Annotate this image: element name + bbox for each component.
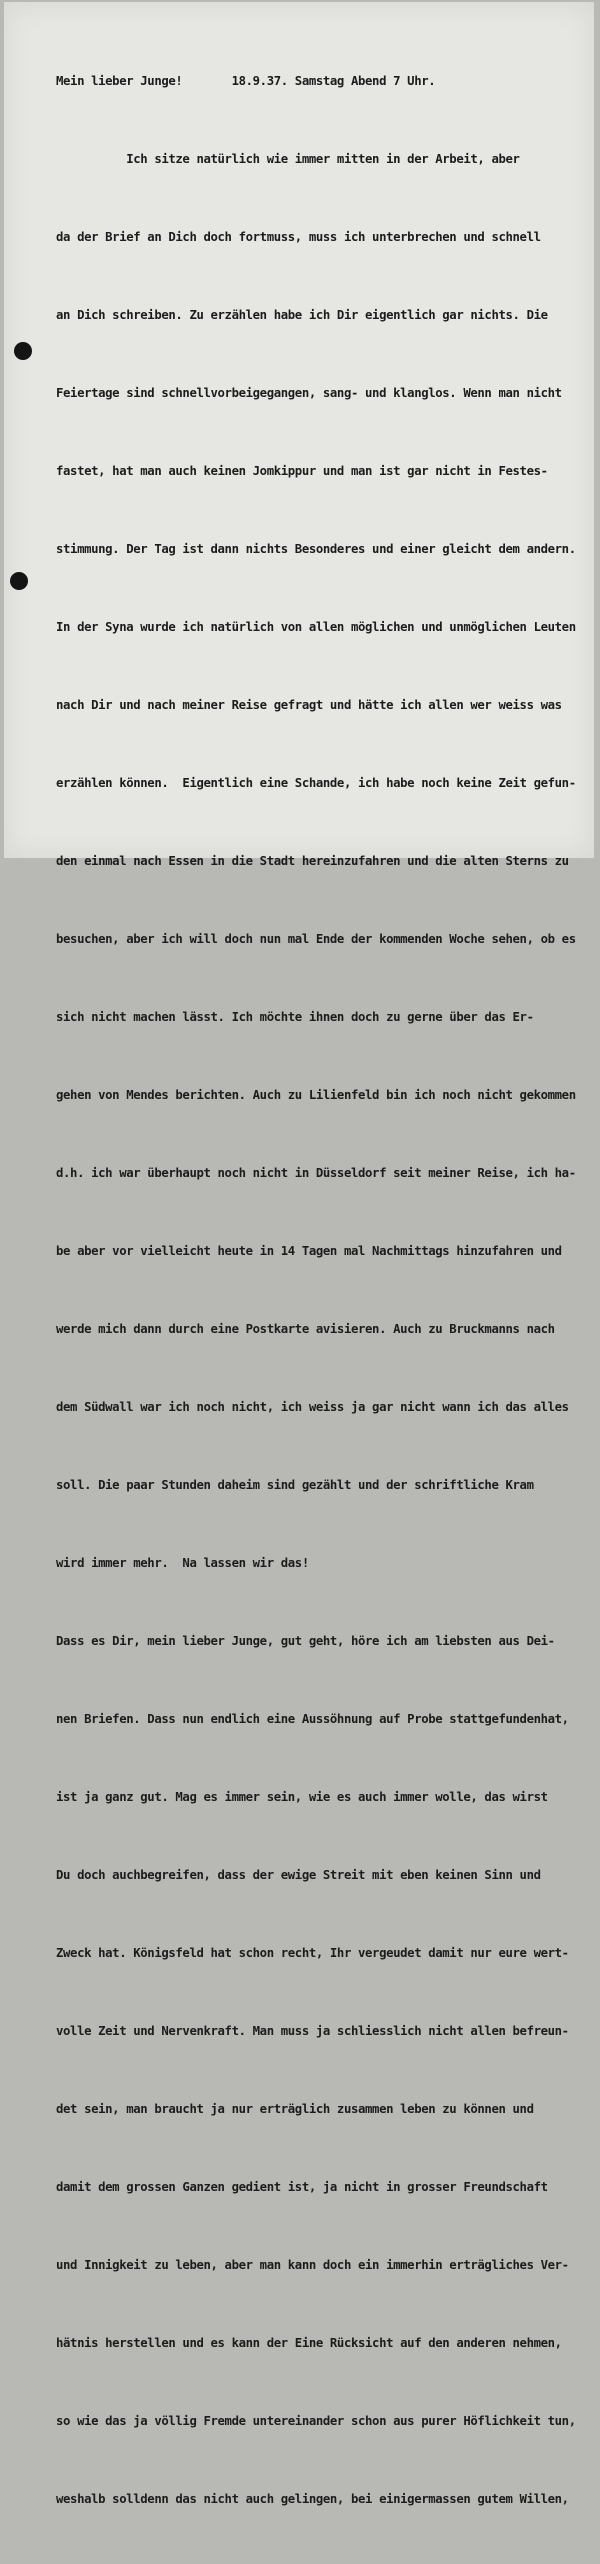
letter-line: Feiertage sind schnellvorbeigegangen, sang- und klanglos. Wenn man nicht: [56, 386, 562, 400]
letter-line: damit dem grossen Ganzen gedient ist, ja nicht in grosser Freundschaft: [56, 2180, 548, 2194]
letter-line: dem Südwall war ich noch nicht, ich weiss ja gar nicht wann ich das alles: [56, 1400, 569, 1414]
letter-line: und Innigkeit zu leben, aber man kann doch ein immerhin erträgliches Ver-: [56, 2258, 569, 2272]
letter-line: In der Syna wurde ich natürlich von allen möglichen und unmöglichen Leuten: [56, 620, 576, 634]
letter-page: [4, 2, 594, 2506]
letter-line: erzählen können. Eigentlich eine Schande, ich habe noch keine Zeit gefun-: [56, 776, 576, 790]
letter-body: [56, 16, 596, 2564]
letter-line: nen Briefen. Dass nun endlich eine Aussöhnung auf Probe stattgefundenhat,: [56, 1712, 569, 1726]
letter-line: d.h. ich war überhaupt noch nicht in Düsseldorf seit meiner Reise, ich ha-: [56, 1166, 576, 1180]
letter-line: volle Zeit und Nervenkraft. Man muss ja schliesslich nicht allen befreun-: [56, 2024, 569, 2038]
letter-line: an Dich schreiben. Zu erzählen habe ich Dir eigentlich gar nichts. Die: [56, 308, 548, 322]
punch-hole-top: [14, 342, 32, 360]
letter-line: fastet, hat man auch keinen Jomkippur und man ist gar nicht in Festes-: [56, 464, 548, 478]
letter-line: wird immer mehr. Na lassen wir das!: [56, 1556, 309, 1570]
letter-line: Ich sitze natürlich wie immer mitten in der Arbeit, aber: [56, 152, 520, 166]
letter-line: hätnis herstellen und es kann der Eine Rücksicht auf den anderen nehmen,: [56, 2336, 562, 2350]
punch-hole-bottom: [10, 572, 28, 590]
letter-line: weshalb solldenn das nicht auch gelingen, bei einigermassen gutem Willen,: [56, 2492, 569, 2506]
letter-line: da der Brief an Dich doch fortmuss, muss ich unterbrechen und schnell: [56, 230, 541, 244]
letter-line: Du doch auchbegreifen, dass der ewige Streit mit eben keinen Sinn und: [56, 1868, 541, 1882]
letter-line: stimmung. Der Tag ist dann nichts Besonderes und einer gleicht dem andern.: [56, 542, 576, 556]
letter-line: soll. Die paar Stunden daheim sind gezählt und der schriftliche Kram: [56, 1478, 534, 1492]
letter-line: nach Dir und nach meiner Reise gefragt und hätte ich allen wer weiss was: [56, 698, 562, 712]
letter-line: be aber vor vielleicht heute in 14 Tagen mal Nachmittags hinzufahren und: [56, 1244, 562, 1258]
letter-line: den einmal nach Essen in die Stadt hereinzufahren und die alten Sterns zu: [56, 854, 569, 868]
letter-line: sich nicht machen lässt. Ich möchte ihnen doch zu gerne über das Er-: [56, 1010, 534, 1024]
letter-line: gehen von Mendes berichten. Auch zu Lilienfeld bin ich noch nicht gekommen: [56, 1088, 576, 1102]
letter-line: ist ja ganz gut. Mag es immer sein, wie es auch immer wolle, das wirst: [56, 1790, 548, 1804]
letter-line: det sein, man braucht ja nur erträglich zusammen leben zu können und: [56, 2102, 534, 2116]
letter-line: so wie das ja völlig Fremde untereinander schon aus purer Höflichkeit tun,: [56, 2414, 576, 2428]
letter-line: Zweck hat. Königsfeld hat schon recht, Ihr vergeudet damit nur eure wert-: [56, 1946, 569, 1960]
letter-line: Mein lieber Junge! 18.9.37. Samstag Abend 7 Uhr.: [56, 74, 436, 88]
letter-line: werde mich dann durch eine Postkarte avisieren. Auch zu Bruckmanns nach: [56, 1322, 555, 1336]
letter-line: Dass es Dir, mein lieber Junge, gut geht, höre ich am liebsten aus Dei-: [56, 1634, 555, 1648]
letter-line: besuchen, aber ich will doch nun mal Ende der kommenden Woche sehen, ob es: [56, 932, 576, 946]
